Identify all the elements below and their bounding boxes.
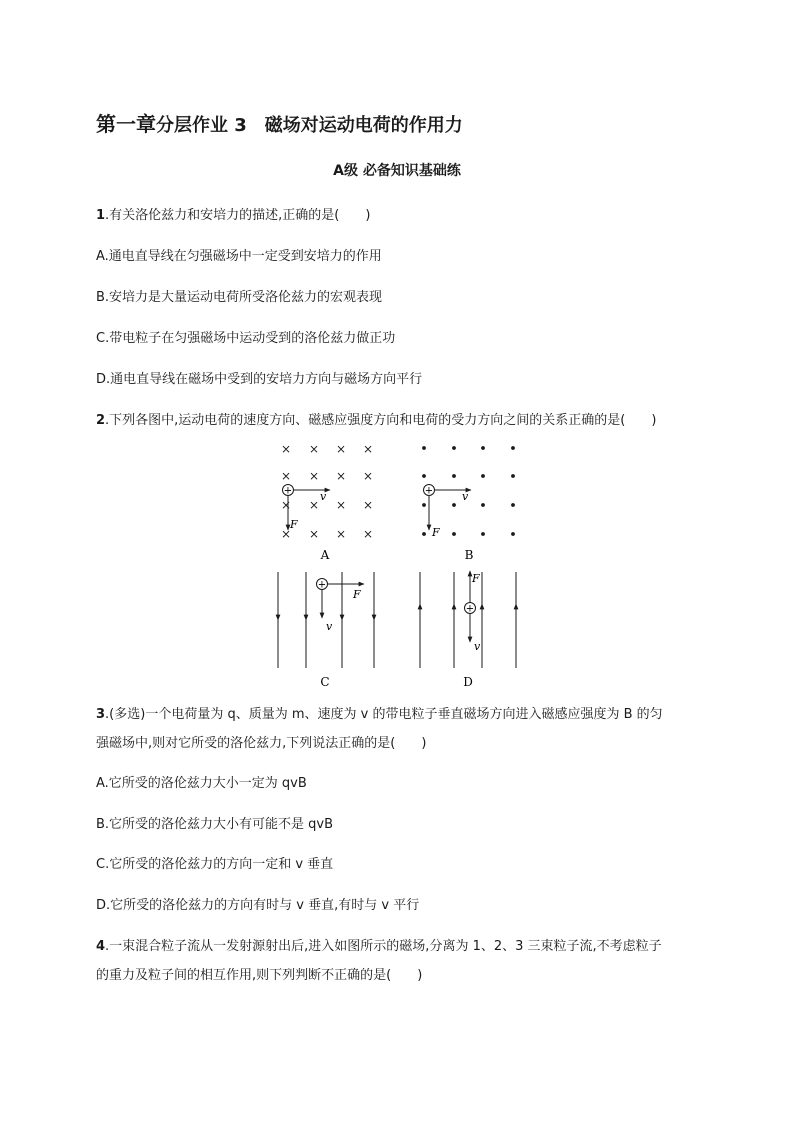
velocity-label: v <box>474 640 481 653</box>
field-out-of-page-dots <box>422 446 515 536</box>
charge-sign: + <box>424 485 434 497</box>
question-number: 2 <box>96 413 106 428</box>
question-1-option-a: A.通电直导线在匀强磁场中一定受到安培力的作用 <box>96 249 382 264</box>
svg-text:×: × <box>280 442 292 456</box>
svg-text:×: × <box>308 498 320 512</box>
page-title <box>96 108 463 137</box>
force-diagram-figure <box>270 432 540 690</box>
question-3-option-a: A.它所受的洛伦兹力大小一定为 qvB <box>96 776 307 791</box>
charge-sign: + <box>465 603 475 615</box>
section-heading: A级 必备知识基础练 <box>333 163 461 179</box>
question-3-stem-line-1 <box>96 703 663 722</box>
force-label: F <box>290 518 298 531</box>
question-4-stem-line-2: 的重力及粒子间的相互作用,则下列判断不正确的是( ) <box>96 968 423 983</box>
svg-text:×: × <box>308 527 320 541</box>
svg-text:×: × <box>362 442 374 456</box>
question-3-stem-line-2: 强磁场中,则对它所受的洛伦兹力,下列说法正确的是( ) <box>96 736 427 751</box>
force-label: F <box>353 588 361 601</box>
question-4-stem-line-1 <box>96 935 662 954</box>
panel-label: A <box>320 548 330 562</box>
question-text: .(多选)一个电荷量为 q、质量为 m、速度为 v 的带电粒子垂直磁场方向进入磁感应强度为 B 的匀 <box>105 707 663 722</box>
svg-text:×: × <box>280 469 292 483</box>
question-number: 4 <box>96 939 106 954</box>
svg-text:×: × <box>335 442 347 456</box>
svg-text:×: × <box>308 442 320 456</box>
force-label: F <box>432 526 440 539</box>
panel-c <box>278 572 374 689</box>
panel-label: D <box>463 675 473 689</box>
svg-text:×: × <box>362 498 374 512</box>
svg-text:×: × <box>280 498 292 512</box>
svg-text:×: × <box>335 498 347 512</box>
question-3-option-d: D.它所受的洛伦兹力的方向有时与 v 垂直,有时与 v 平行 <box>96 898 420 913</box>
question-text: .一束混合粒子流从一发射源射出后,进入如图所示的磁场,分离为 1、2、3 三束粒子流,不考虑粒子 <box>105 939 662 954</box>
title-chapter: 第一章 <box>96 112 156 136</box>
question-number: 1 <box>96 208 106 223</box>
velocity-label: v <box>462 490 469 503</box>
question-text: .下列各图中,运动电荷的速度方向、磁感应强度方向和电荷的受力方向之间的关系正确的是( ) <box>105 413 657 428</box>
field-lines-up <box>420 572 516 668</box>
panel-d <box>420 571 516 689</box>
title-topic: 磁场对运动电荷的作用力 <box>264 115 463 136</box>
question-1-option-b: B.安培力是大量运动电荷所受洛伦兹力的宏观表现 <box>96 290 383 305</box>
velocity-label: v <box>326 620 333 633</box>
title-assignment: 分层作业 3 <box>156 115 247 136</box>
velocity-label: v <box>320 490 327 503</box>
question-3-option-c: C.它所受的洛伦兹力的方向一定和 v 垂直 <box>96 857 334 872</box>
panel-label: B <box>464 548 474 562</box>
question-3-option-b: B.它所受的洛伦兹力大小有可能不是 qvB <box>96 817 334 832</box>
question-1-option-d: D.通电直导线在磁场中受到的安培力方向与磁场方向平行 <box>96 372 423 387</box>
charge-sign: + <box>317 579 327 591</box>
svg-text:×: × <box>280 527 292 541</box>
question-number: 3 <box>96 707 106 722</box>
panel-b <box>422 446 515 562</box>
svg-text:×: × <box>335 527 347 541</box>
charge-sign: + <box>283 485 293 497</box>
question-1-stem <box>96 204 370 223</box>
question-1-option-c: C.带电粒子在匀强磁场中运动受到的洛伦兹力做正功 <box>96 331 396 346</box>
panel-a <box>281 442 373 562</box>
force-label: F <box>472 572 480 585</box>
question-2-stem <box>96 409 656 428</box>
svg-text:×: × <box>308 469 320 483</box>
svg-text:×: × <box>335 469 347 483</box>
svg-text:×: × <box>362 527 374 541</box>
question-text: .有关洛伦兹力和安培力的描述,正确的是( ) <box>105 208 371 223</box>
svg-text:×: × <box>362 469 374 483</box>
panel-label: C <box>320 675 330 689</box>
